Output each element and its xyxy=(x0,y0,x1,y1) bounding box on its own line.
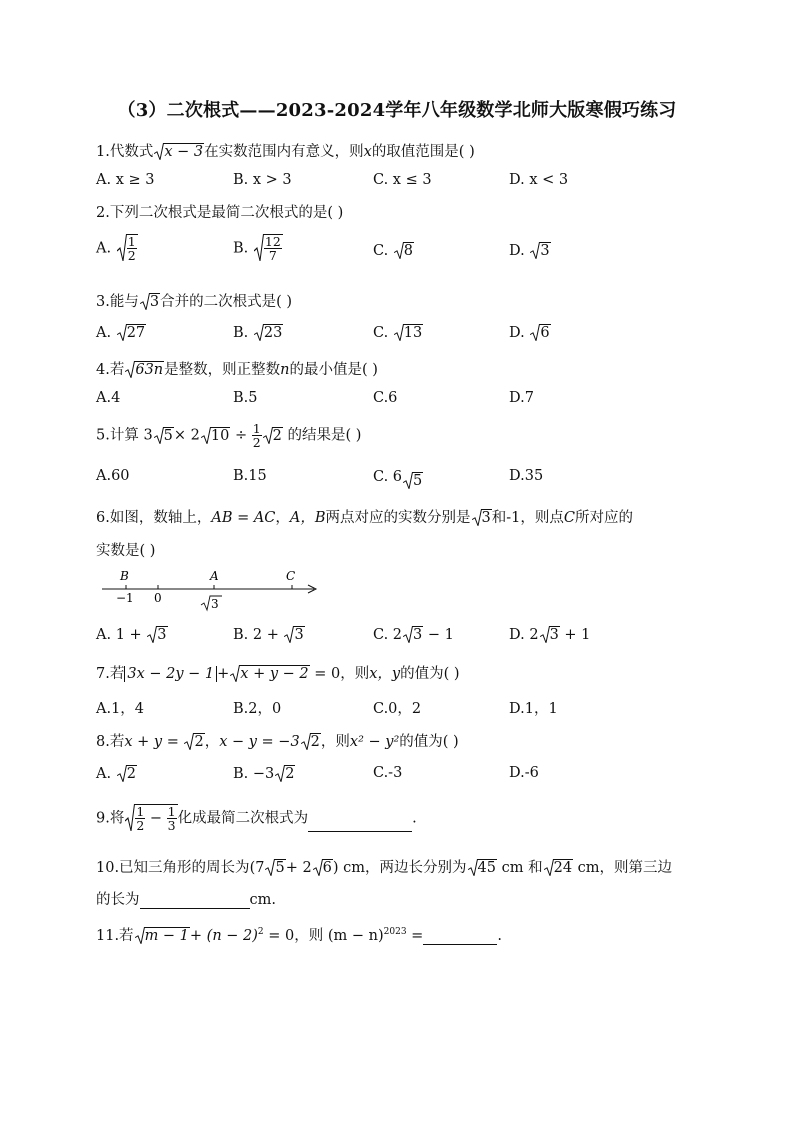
q7-abs: 3x − 2y − 1 xyxy=(124,666,217,682)
q2-options xyxy=(96,234,716,274)
q1-option-a[interactable]: A. x ≥ 3 xyxy=(96,172,155,188)
q3-option-d[interactable]: D. 6 xyxy=(509,325,550,341)
q3-option-c[interactable]: C. 13 xyxy=(373,325,423,341)
question-6-line-1: 6.如图，数轴上，AB = AC，A，B两点对应的实数分别是 3和-1，则点C所对应的 xyxy=(96,510,634,526)
q2-option-d[interactable]: D. 3 xyxy=(509,243,550,259)
q1-radicand: x − 3 xyxy=(164,144,204,160)
q6-option-c[interactable]: C. 2 3 − 1 xyxy=(373,627,454,643)
q8-options xyxy=(96,765,716,791)
q5-option-a[interactable]: A.60 xyxy=(96,468,130,484)
q1-text-c: 的取值范围是( ) xyxy=(371,144,475,160)
question-10-line-2: 的长为 cm. xyxy=(96,892,276,908)
q8-option-d[interactable]: D.-6 xyxy=(509,765,539,781)
label-a: A xyxy=(210,569,219,583)
q7-option-c[interactable]: C.0，2 xyxy=(373,701,422,717)
q8-option-a[interactable]: A. 2 xyxy=(96,766,136,782)
q7-options xyxy=(96,697,716,723)
q2-option-a[interactable]: A. $\frac{1}{2}$ xyxy=(96,234,136,264)
question-4: 4.若 63n是整数，则正整数n的最小值是( ) xyxy=(96,362,378,378)
q5-option-d[interactable]: D.35 xyxy=(509,468,544,484)
question-2: 2.下列二次根式是最简二次根式的是( ) xyxy=(96,205,344,221)
label-b: B xyxy=(120,569,129,583)
q6-options xyxy=(96,626,716,652)
q3-option-a[interactable]: A. 27 xyxy=(96,325,146,341)
q7-option-d[interactable]: D.1，1 xyxy=(509,701,558,717)
q1-sqrt xyxy=(154,143,204,161)
q1-option-c[interactable]: C. x ≤ 3 xyxy=(373,172,432,188)
q7-option-b[interactable]: B.2，0 xyxy=(233,701,282,717)
q4-option-a[interactable]: A.4 xyxy=(96,390,121,406)
q5-option-b[interactable]: B.15 xyxy=(233,468,267,484)
q1-option-d[interactable]: D. x < 3 xyxy=(509,172,569,188)
q10-answer-blank[interactable] xyxy=(140,892,250,909)
label-zero: 0 xyxy=(154,591,162,605)
q5-option-c[interactable]: C. 6 5 xyxy=(373,469,423,489)
q2-option-c[interactable]: C. 8 xyxy=(373,243,414,259)
question-8: 8.若x + y = 2，x − y = −3 2，则x² − y²的值为( ) xyxy=(96,734,459,750)
label-c: C xyxy=(286,569,296,583)
q1-text-a: 1.代数式 xyxy=(96,144,154,160)
question-1 xyxy=(96,140,475,161)
q3-option-b[interactable]: B. 23 xyxy=(233,325,283,341)
q6-option-b[interactable]: B. 2 + 3 xyxy=(233,627,304,643)
question-3: 3.能与 3合并的二次根式是( ) xyxy=(96,294,293,310)
label-sqrt3: 3 xyxy=(211,597,219,611)
q4-option-d[interactable]: D.7 xyxy=(509,390,534,406)
q8-option-c[interactable]: C.-3 xyxy=(373,765,403,781)
q6-option-a[interactable]: A. 1 + 3 xyxy=(96,627,167,643)
q4-options xyxy=(96,390,716,416)
q2-option-b[interactable]: B. $\frac{12}{7}$ xyxy=(233,234,281,264)
question-6-line-2: 实数是( ) xyxy=(96,543,156,559)
page-title: （3）二次根式——2023-2024学年八年级数学北师大版寒假巧练习 xyxy=(117,100,677,121)
question-11: 11.若 $m - 1+ (n - 2)^2 = 0$，则 $(m - n)^{2023}$ = . xyxy=(96,927,502,944)
q6-option-d[interactable]: D. 2 3 + 1 xyxy=(509,627,591,643)
number-line-diagram xyxy=(98,568,328,618)
q1-var: x xyxy=(363,144,372,160)
q7-option-a[interactable]: A.1，4 xyxy=(96,701,145,717)
q3-options xyxy=(96,324,716,350)
question-5: 5.计算 3 5× 2 10 ÷ $\frac{1}{2}$ 2 的结果是( ) xyxy=(96,421,362,451)
q8-option-b[interactable]: B. −3 2 xyxy=(233,766,295,782)
q4-option-b[interactable]: B.5 xyxy=(233,390,258,406)
q4-option-c[interactable]: C.6 xyxy=(373,390,398,406)
question-7: 7.若 3x − 2y − 1 + x + y − 2 = 0，则x，y的值为( ) xyxy=(96,666,460,682)
q5-options xyxy=(96,468,716,494)
question-9: 9.将 $\frac{1}{2}$ − $\frac{1}{3}$ 化成最简二次根式为 . xyxy=(96,804,417,834)
question-10-line-1: 10.已知三角形的周长为(7 5+ 2 6) cm，两边长分别为 45 cm 和 24 cm，则第三边 xyxy=(96,860,673,876)
q9-answer-blank[interactable] xyxy=(308,815,412,832)
q1-option-b[interactable]: B. x > 3 xyxy=(233,172,292,188)
label-minus-one: −1 xyxy=(116,591,134,605)
q11-answer-blank[interactable] xyxy=(423,928,497,945)
q1-text-b: 在实数范围内有意义，则 xyxy=(204,144,364,160)
q1-options xyxy=(96,172,716,198)
